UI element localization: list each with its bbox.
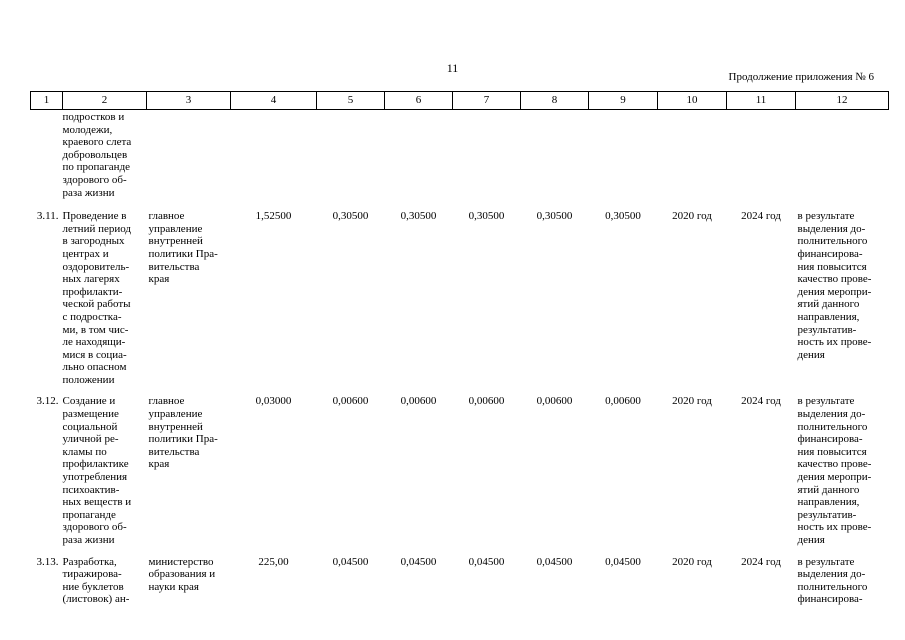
cell-activity-name: подростков и молодежи, краевого слета добровольцев по пропаганде здорового об- раза жизни [62, 111, 132, 199]
cell-year: 0,00600 [468, 395, 505, 408]
column-header: 1 [31, 92, 63, 110]
cell-executor [147, 110, 231, 208]
column-header: 3 [147, 92, 231, 110]
cell-year: 0,30500 [468, 210, 505, 223]
cell-activity-name: Создание и размещение социальной уличной ре- кламы по профилактике употребления психоактив- ных веществ и пропаганде здорового об- раза жизни [62, 395, 132, 546]
column-header: 11 [727, 92, 796, 110]
cell-year [453, 110, 521, 208]
cell-year: 0,30500 [536, 210, 573, 223]
cell-start: 2020 год [672, 395, 712, 408]
cell-year [521, 110, 589, 208]
cell-result: в результате выделения до- полнительного финансирова- ния повысится качество прове- дения меропри- ятий данного направления, результатив- ность их прове- дения [797, 210, 872, 361]
column-header: 12 [796, 92, 889, 110]
cell-number: 3.13. [36, 555, 59, 568]
cell-year: 0,00600 [332, 395, 369, 408]
cell-activity-name: Проведение в летний период в загородных центрах и оздоровитель- ных лагерях профилакти- ческой работы с подростка- ми, в том чис- ле находящи- мися в социа- льно опасном положении [62, 210, 132, 386]
appendix-continuation-label: Продолжение приложения № 6 [728, 71, 874, 83]
cell-total: 225,00 [258, 555, 289, 568]
cell-total [231, 110, 317, 208]
column-header: 10 [658, 92, 727, 110]
cell-executor: министерство образования и науки края [148, 555, 216, 593]
cell-end: 2024 год [741, 210, 781, 223]
column-header: 4 [231, 92, 317, 110]
cell-start: 2020 год [672, 555, 712, 568]
cell-result: в результате выделения до- полнительного финансирова- [797, 555, 868, 606]
table-row [31, 392, 889, 552]
program-table [30, 91, 889, 612]
cell-start [658, 110, 727, 208]
cell-year: 0,04500 [536, 555, 573, 568]
cell-year [317, 110, 385, 208]
column-header: 7 [453, 92, 521, 110]
cell-number [31, 110, 63, 208]
cell-year: 0,04500 [332, 555, 369, 568]
cell-executor: главное управление внутренней политики Пра- вительства края [148, 395, 218, 471]
cell-year: 0,00600 [536, 395, 573, 408]
table-row-continuation [31, 110, 889, 208]
cell-end: 2024 год [741, 555, 781, 568]
cell-year [385, 110, 453, 208]
cell-year: 0,04500 [468, 555, 505, 568]
cell-start: 2020 год [672, 210, 712, 223]
cell-end [727, 110, 796, 208]
cell-total: 0,03000 [255, 395, 292, 408]
cell-number: 3.12. [36, 395, 59, 408]
cell-year [589, 110, 658, 208]
cell-number: 3.11. [36, 210, 59, 223]
cell-year: 0,00600 [605, 395, 641, 408]
column-number-header [31, 92, 889, 110]
cell-result [796, 110, 889, 208]
column-header: 5 [317, 92, 385, 110]
cell-end: 2024 год [741, 395, 781, 408]
cell-year: 0,04500 [400, 555, 437, 568]
column-header: 2 [63, 92, 147, 110]
table-row [31, 207, 889, 392]
cell-result: в результате выделения до- полнительного финансирова- ния повысится качество прове- дения меропри- ятий данного направления, результатив- ность их прове- дения [797, 395, 872, 546]
cell-activity-name: Разработка, тиражирова- ние буклетов (листовок) ан- [62, 555, 130, 606]
column-header: 8 [521, 92, 589, 110]
column-header: 9 [589, 92, 658, 110]
cell-year: 0,30500 [400, 210, 437, 223]
table-row [31, 553, 889, 612]
cell-year: 0,30500 [332, 210, 369, 223]
cell-executor: главное управление внутренней политики Пра- вительства края [148, 210, 218, 286]
cell-year: 0,04500 [605, 555, 641, 568]
cell-year: 0,30500 [605, 210, 641, 223]
column-header: 6 [385, 92, 453, 110]
page-number: 11 [446, 61, 459, 75]
cell-total: 1,52500 [255, 210, 292, 223]
cell-year: 0,00600 [400, 395, 437, 408]
